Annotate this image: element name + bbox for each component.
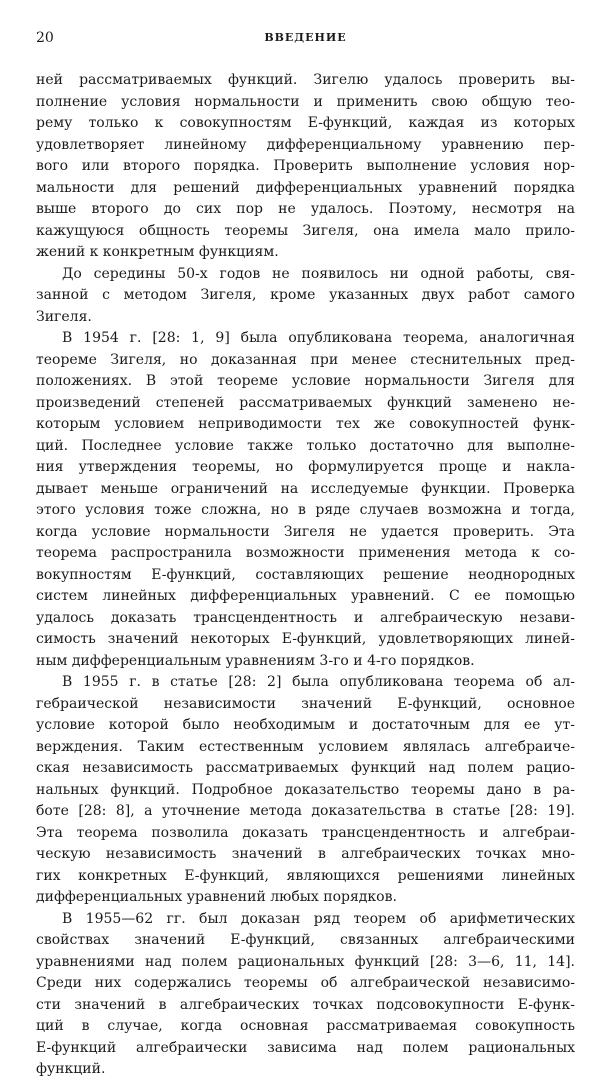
text-line: выше второго до сих пор не удалось. Поэтому, несмотря на [36, 201, 575, 217]
text-line: В 1955 г. в статье [28: 2] была опубликована теорема об ал- [62, 674, 575, 690]
text-line: удовлетворяет линейному дифференциальному уравнению пер- [36, 136, 575, 153]
text-line: удалось доказать трансцендентность и алгебраическую незави- [36, 609, 575, 626]
text-line: ций в случае, когда основная рассматриваемая совокупность [36, 1018, 575, 1034]
text-line: кажущуюся общность теоремы Зигеля, она имела мало прило- [36, 222, 575, 239]
page-number: 20 [36, 30, 54, 46]
text-line: свойствах значений E-функций, связанных алгебраическими [36, 932, 575, 948]
text-line: Зигеля. [36, 308, 92, 325]
text-line: которым условием неприводимости тех же совокупностей функ- [36, 416, 575, 432]
text-line: произведений степеней рассматриваемых функций заменено не- [36, 394, 575, 411]
text-line: В 1955—62 гг. был доказан ряд теорем об арифметических [62, 910, 575, 927]
text-line: боте [28: 8], а уточнение метода доказательства в статье [28: 19]. [36, 803, 575, 819]
text-line: ным дифференциальным уравнениям 3-го и 4-го порядков. [36, 652, 475, 669]
text-line: вокупностям E-функций, составляющих решение неоднородных [36, 566, 575, 583]
text-line: этого условия тоже сложна, но в ряде случаев возможна и тогда, [36, 502, 575, 518]
text-line: сти значений в алгебраических точках подсовокупности E-функ- [36, 996, 575, 1013]
text-line: Эта теорема позволила доказать трансцендентность и алгебраи- [36, 824, 575, 841]
text-line: функций. [36, 1061, 106, 1077]
text-line: дифференциальных уравнений любых порядков. [36, 889, 397, 905]
text-line: гебраической независимости значений E-функций, основное [36, 695, 575, 712]
text-line: ская независимость рассматриваемых функций над полем рацио- [36, 760, 575, 776]
text-line: гих конкретных E-функций, являющихся решениями линейных [36, 867, 575, 884]
text-line: До середины 50-х годов не появилось ни одной работы, свя- [62, 265, 575, 282]
text-line: В 1954 г. [28: 1, 9] была опубликована теорема, аналогичная [62, 330, 575, 346]
text-line: систем линейных дифференциальных уравнений. С ее помощью [36, 588, 575, 604]
text-line: вого или второго порядка. Проверить выполнение условия нор- [36, 158, 575, 174]
text-line: верждения. Таким естественным условием являлась алгебраиче- [36, 738, 575, 755]
text-line: дывает меньше ограничений на исследуемые функции. Проверка [36, 480, 575, 497]
text-line: занной с методом Зигеля, кроме указанных двух работ самого [36, 287, 575, 303]
text-line: когда условие нормальности Зигеля не удается проверить. Эта [36, 523, 575, 540]
text-line: условие которой было необходимым и достаточным для ее ут- [36, 717, 575, 733]
text-line: ней рассматриваемых функций. Зигелю удалось проверить вы- [36, 72, 575, 88]
text-line: нальных функций. Подробное доказательство теоремы дано в ра- [36, 781, 575, 798]
text-line: ций. Последнее условие также только достаточно для выполне- [36, 437, 575, 454]
body-text [36, 70, 575, 1081]
text-line: уравнениями над полем рациональных функций [28: 3—6, 11, 14]. [36, 953, 575, 970]
text-line: ческую независимость значений в алгебраических точках мно- [36, 846, 575, 862]
text-line: Среди них содержались теоремы об алгебраической независимо- [36, 975, 575, 991]
text-line: рему только к совокупностям E-функций, каждая из которых [36, 115, 575, 131]
running-head: ВВЕДЕНИЕ [264, 31, 347, 44]
text-line: теореме Зигеля, но доказанная при менее стеснительных пред- [36, 351, 575, 368]
text-line: жений к конкретным функциям. [36, 244, 279, 260]
page-header [36, 30, 575, 50]
text-line: мальности для решений дифференциальных уравнений порядка [36, 179, 575, 196]
text-line: симость значений некоторых E-функций, удовлетворяющих линей- [36, 631, 575, 647]
text-line: теорема распространила возможности применения метода к со- [36, 545, 575, 561]
text-line: полнение условия нормальности и применить свою общую тео- [36, 93, 575, 110]
text-line: положениях. В этой теореме условие нормальности Зигеля для [36, 373, 575, 389]
text-line: E-функций алгебраически зависима над полем рациональных [36, 1039, 575, 1056]
text-line: ния утверждения теоремы, но формулируется проще и накла- [36, 459, 575, 475]
